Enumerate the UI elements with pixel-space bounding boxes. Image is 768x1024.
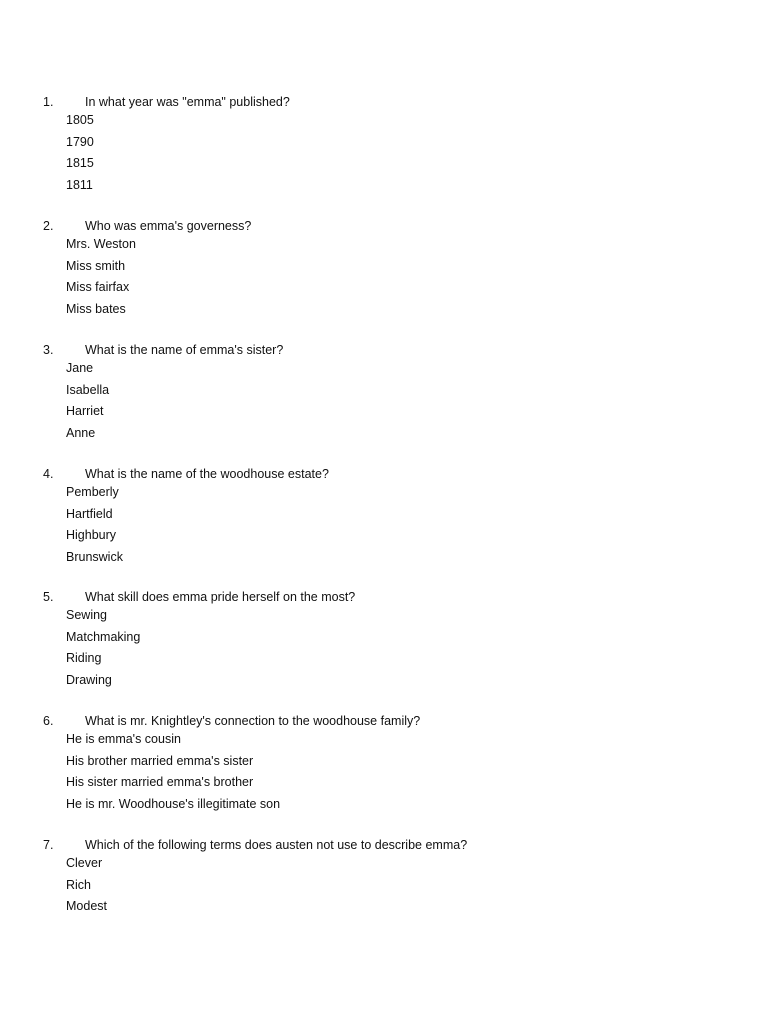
- question-number: 1.: [43, 95, 54, 109]
- question-number: 6.: [43, 714, 54, 728]
- option-item: He is mr. Woodhouse's illegitimate son: [66, 796, 281, 811]
- question-number: 7.: [43, 838, 54, 852]
- option-item: Rich: [66, 877, 92, 892]
- question-text: Who was emma's governess?: [85, 219, 252, 233]
- option-item: Brunswick: [66, 549, 123, 564]
- option-item: Mrs. Weston: [66, 237, 136, 251]
- question-line: [0, 341, 768, 359]
- option-list: [0, 730, 768, 816]
- option-item: Clever: [66, 856, 103, 870]
- question-line: [0, 712, 768, 730]
- option-item: Anne: [66, 425, 96, 440]
- question-text: In what year was "emma" published?: [85, 95, 290, 109]
- option-list: [0, 111, 768, 197]
- option-item: 1805: [66, 113, 94, 127]
- option-item: He is emma's cousin: [66, 732, 181, 746]
- question-line: [0, 217, 768, 235]
- question-line: [0, 836, 768, 854]
- question-line: [0, 465, 768, 483]
- question-line: [0, 588, 768, 606]
- question-3: [0, 341, 768, 445]
- option-item: Matchmaking: [66, 629, 141, 644]
- option-item: Isabella: [66, 382, 110, 397]
- question-text: Which of the following terms does austen not use to describe emma?: [85, 838, 468, 852]
- option-item: Riding: [66, 651, 102, 665]
- question-1: [0, 93, 768, 197]
- question-number: 2.: [43, 219, 54, 233]
- question-number: 4.: [43, 467, 54, 481]
- option-item: 1815: [66, 156, 94, 170]
- question-text: What is the name of the woodhouse estate?: [85, 467, 329, 481]
- option-list: [0, 235, 768, 321]
- option-item: Jane: [66, 361, 94, 375]
- question-5: [0, 588, 768, 692]
- option-list: [0, 483, 768, 569]
- question-line: [0, 93, 768, 111]
- option-item: Miss smith: [66, 258, 126, 273]
- option-item: Hartfield: [66, 506, 113, 521]
- question-number: 5.: [43, 590, 54, 604]
- option-item: Modest: [66, 899, 107, 913]
- question-7: [0, 836, 768, 919]
- question-2: [0, 217, 768, 321]
- question-text: What skill does emma pride herself on the most?: [85, 590, 356, 604]
- option-item: Sewing: [66, 608, 107, 622]
- question-text: What is mr. Knightley's connection to the woodhouse family?: [85, 714, 421, 728]
- option-item: Drawing: [66, 672, 112, 687]
- option-item: Miss fairfax: [66, 280, 130, 294]
- question-text: What is the name of emma's sister?: [85, 343, 284, 357]
- option-item: His sister married emma's brother: [66, 775, 254, 789]
- option-item: 1811: [66, 177, 93, 192]
- option-item: Miss bates: [66, 301, 126, 316]
- option-list: [0, 854, 768, 919]
- question-4: [0, 465, 768, 569]
- option-item: Highbury: [66, 528, 117, 542]
- option-list: [0, 606, 768, 692]
- option-item: Pemberly: [66, 485, 119, 499]
- option-list: [0, 359, 768, 445]
- question-number: 3.: [43, 343, 54, 357]
- option-item: 1790: [66, 134, 94, 149]
- question-6: [0, 712, 768, 816]
- option-item: Harriet: [66, 404, 104, 418]
- option-item: His brother married emma's sister: [66, 753, 254, 768]
